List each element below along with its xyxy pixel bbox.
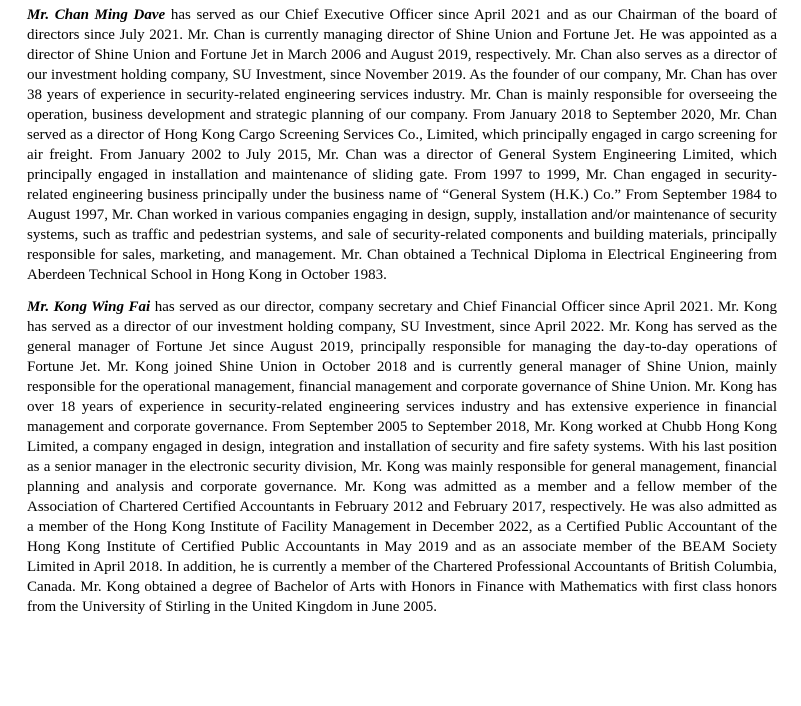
biography-paragraph-chan [27,5,777,285]
biography-text-kong: has served as our director, company secretary and Chief Financial Officer since April 2021. Mr. Kong has served as a director of our investment holding company, SU Investment, since April 2022. Mr. Kong has served as the general manager of Fortune Jet since August 2019, principally responsible for managing the day-to-day operations of Fortune Jet. Mr. Kong joined Shine Union in October 2018 and is currently general manager of Shine Union, mainly responsible for the operational management, financial management and corporate governance of Shine Union. Mr. Kong has over 18 years of experience in security-related engineering services industry and has extensive experience in financial management and corporate governance. From September 2005 to September 2018, Mr. Kong worked at Chubb Hong Kong Limited, a company engaged in design, integration and installation of security and fire safety systems. With his last position as a senior manager in the electronic security division, Mr. Kong was mainly responsible for general management, financial planning and analysis and corporate governance. Mr. Kong was admitted as a member and a fellow member of the Association of Chartered Certified Accountants in February 2012 and February 2017, respectively. He was also admitted as a member of the Hong Kong Institute of Facility Management in December 2022, as a Certified Public Accountant of the Hong Kong Institute of Certified Public Accountants in May 2019 and as an associate member of the BEAM Society Limited in April 2018. In addition, he is currently a member of the Chartered Professional Accountants of British Columbia, Canada. Mr. Kong obtained a degree of Bachelor of Arts with Honors in Finance with Mathematics with first class honors from the University of Stirling in the United Kingdom in June 2005. [27,299,778,615]
biography-text-chan: has served as our Chief Executive Officer since April 2021 and as our Chairman of the board of directors since July 2021. Mr. Chan is currently managing director of Shine Union and Fortune Jet. He was appointed as a director of Shine Union and Fortune Jet in March 2006 and August 2019, respectively. Mr. Chan also serves as a director of our investment holding company, SU Investment, since November 2019. As the founder of our company, Mr. Chan has over 38 years of experience in security-related engineering services industry. Mr. Chan is mainly responsible for overseeing the operation, business development and strategic planning of our company. From January 2018 to September 2020, Mr. Chan served as a director of Hong Kong Cargo Screening Services Co., Limited, which principally engaged in cargo screening for air freight. From January 2002 to July 2015, Mr. Chan was a director of General System Engineering Limited, which principally engaged in installation and maintenance of sliding gate. From 1997 to 1999, Mr. Chan engaged in security-related engineering business principally under the business name of “General System (H.K.) Co.” From September 1984 to August 1997, Mr. Chan worked in various companies engaging in design, supply, installation and/or maintenance of security systems, such as traffic and pedestrian systems, and sale of security-related components and building materials, principally responsible for sales, marketing, and management. Mr. Chan obtained a Technical Diploma in Electrical Engineering from Aberdeen Technical School in Hong Kong in October 1983. [27,7,777,283]
person-name-kong: Mr. Kong Wing Fai [27,299,151,315]
person-name-chan: Mr. Chan Ming Dave [27,7,166,23]
biography-paragraph-kong [27,297,777,617]
